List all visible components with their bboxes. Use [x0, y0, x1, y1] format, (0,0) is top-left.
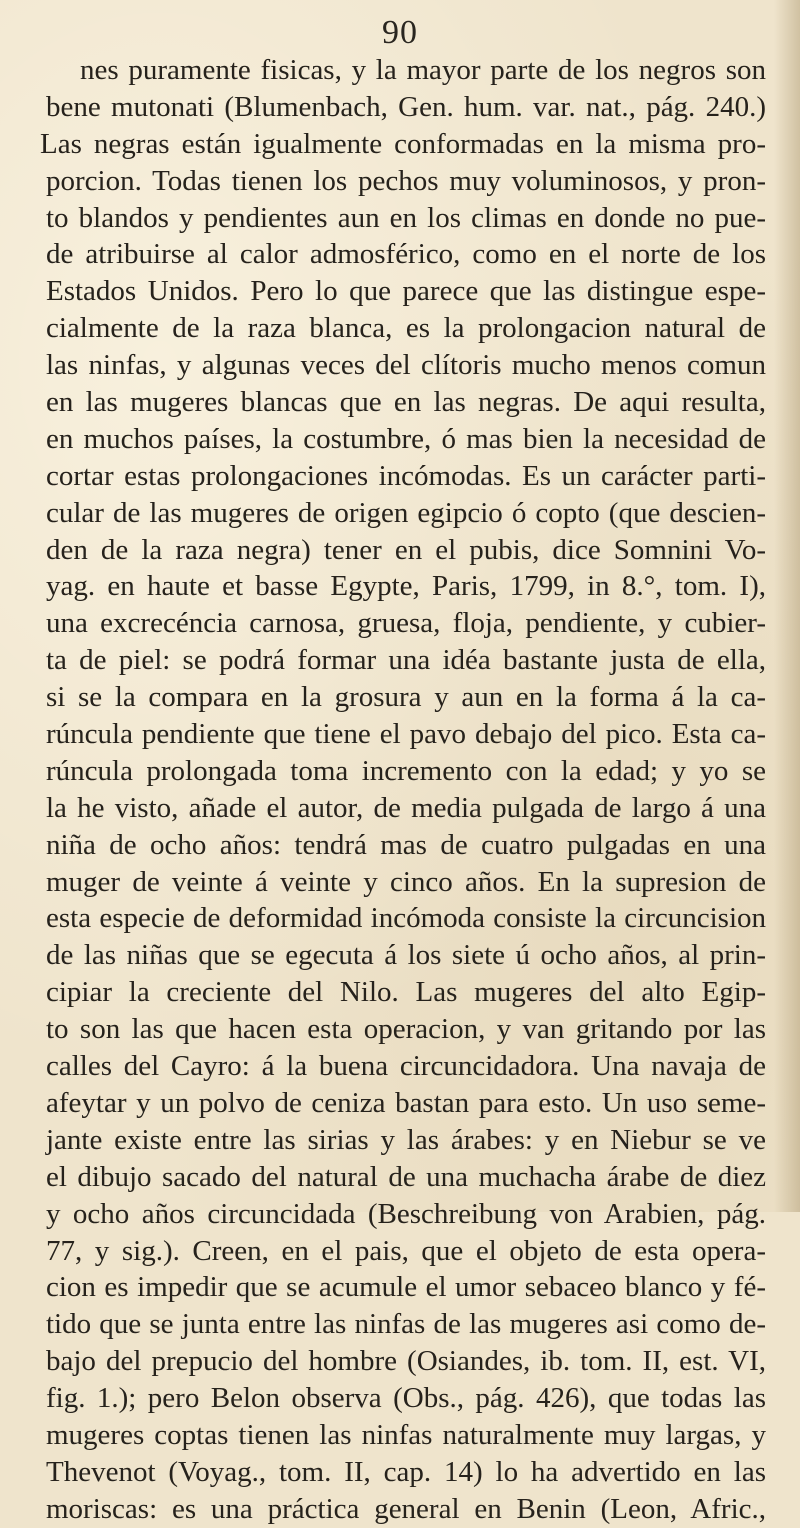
- text-line: den de la raza negra) tener en el pubis, dice Somnini Vo-: [46, 533, 766, 566]
- text-line: afeytar y un polvo de ceniza bastan para esto. Un uso seme-: [46, 1086, 766, 1119]
- text-line: fig. 1.); pero Belon observa (Obs., pág. 426), que todas las: [46, 1382, 766, 1415]
- page-number: 90: [382, 14, 418, 51]
- text-line: la he visto, añade el autor, de media pulgada de largo á una: [46, 791, 766, 824]
- page-edge-shadow: [774, 0, 800, 1212]
- text-line: ta de piel: se podrá formar una idéa bastante justa de ella,: [46, 644, 766, 677]
- text-line: porcion. Todas tienen los pechos muy voluminosos, y pron-: [46, 164, 766, 197]
- text-line: esta especie de deformidad incómoda consiste la circuncision: [46, 902, 766, 935]
- text-line: cortar estas prolongaciones incómodas. Es un carácter parti-: [46, 459, 766, 492]
- text-line: una excrecéncia carnosa, gruesa, floja, pendiente, y cubier-: [46, 607, 766, 640]
- text-line: bajo del prepucio del hombre (Osiandes, ib. tom. II, est. VI,: [46, 1345, 766, 1378]
- text-line: Thevenot (Voyag., tom. II, cap. 14) lo ha advertido en las: [46, 1455, 766, 1488]
- body-text: [40, 52, 766, 1528]
- text-line: Estados Unidos. Pero lo que parece que las distingue espe-: [46, 275, 766, 308]
- text-line: y ocho años circuncidada (Beschreibung von Arabien, pág.: [46, 1197, 766, 1230]
- text-line: jante existe entre las sirias y las árabes: y en Niebur se ve: [46, 1123, 766, 1156]
- text-line: de las niñas que se egecuta á los siete ú ocho años, al prin-: [46, 939, 766, 972]
- text-line: Las negras están igualmente conformadas en la misma pro-: [40, 127, 766, 160]
- text-line: en las mugeres blancas que en las negras. De aqui resulta,: [46, 386, 766, 419]
- text-line: moriscas: es una práctica general en Benin (Leon, Afric.,: [46, 1492, 766, 1525]
- text-line: 77, y sig.). Creen, en el pais, que el objeto de esta opera-: [46, 1234, 766, 1267]
- text-line: en muchos países, la costumbre, ó mas bien la necesidad de: [46, 422, 766, 455]
- text-line: rúncula prolongada toma incremento con la edad; y yo se: [46, 754, 766, 787]
- text-line: mugeres coptas tienen las ninfas naturalmente muy largas, y: [46, 1418, 766, 1451]
- text-line: calles del Cayro: á la buena circuncidadora. Una navaja de: [46, 1050, 766, 1083]
- text-line: yag. en haute et basse Egypte, Paris, 1799, in 8.°, tom. I),: [46, 570, 766, 603]
- text-line: niña de ocho años: tendrá mas de cuatro pulgadas en una: [46, 828, 766, 861]
- text-line: el dibujo sacado del natural de una muchacha árabe de diez: [46, 1160, 766, 1193]
- text-line: cular de las mugeres de origen egipcio ó copto (que descien-: [46, 496, 766, 529]
- text-line: rúncula pendiente que tiene el pavo debajo del pico. Esta ca-: [46, 718, 766, 751]
- text-line: si se la compara en la grosura y aun en la forma á la ca-: [46, 681, 766, 714]
- text-line: muger de veinte á veinte y cinco años. En la supresion de: [46, 865, 766, 898]
- text-line: bene mutonati (Blumenbach, Gen. hum. var. nat., pág. 240.): [46, 90, 766, 123]
- text-line: cialmente de la raza blanca, es la prolongacion natural de: [46, 312, 766, 345]
- text-line: cipiar la creciente del Nilo. Las mugeres del alto Egip-: [46, 976, 766, 1009]
- text-line: to son las que hacen esta operacion, y van gritando por las: [46, 1013, 766, 1046]
- text-line: cion es impedir que se acumule el umor sebaceo blanco y fé-: [46, 1271, 766, 1304]
- text-line: tido que se junta entre las ninfas de las mugeres asi como de-: [46, 1308, 766, 1341]
- text-line: las ninfas, y algunas veces del clítoris mucho menos comun: [46, 349, 766, 382]
- text-line: de atribuirse al calor admosférico, como en el norte de los: [46, 238, 766, 271]
- text-line: to blandos y pendientes aun en los climas en donde no pue-: [46, 201, 766, 234]
- text-line: nes puramente fisicas, y la mayor parte de los negros son: [80, 54, 766, 86]
